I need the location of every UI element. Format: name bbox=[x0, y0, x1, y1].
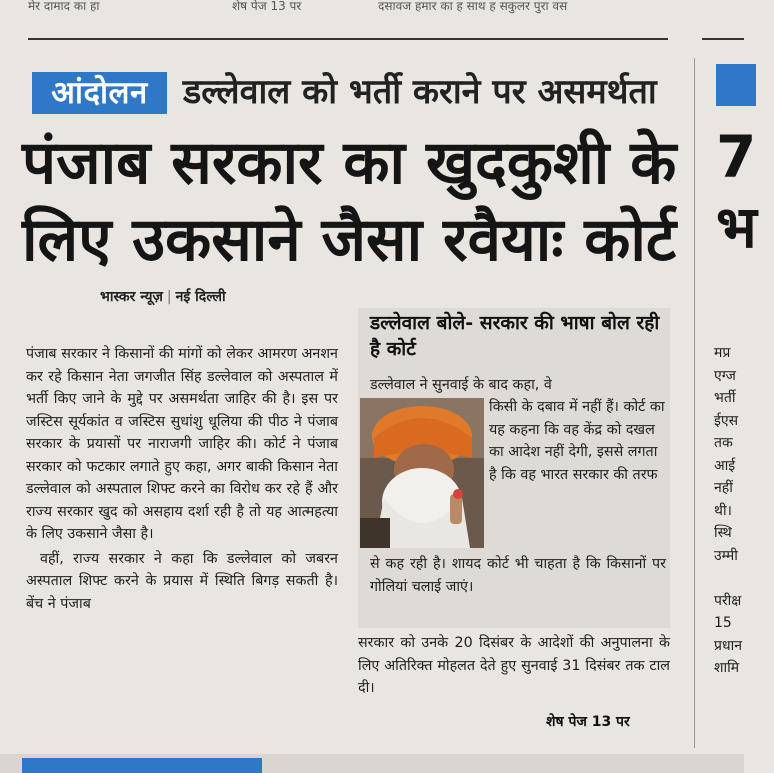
adjacent-article bbox=[712, 58, 757, 758]
body-paragraph-1: पंजाब सरकार ने किसानों की मांगों को लेकर आमरण अनशन कर रहे किसान नेता जगजीत सिंह डल्लेवाल को अस्पताल में भर्ती किए जाने के मुद्दे पर असमर्थता जाहिर की है। इस पर जस्टिस सूर्यकांत व जस्टिस सुधांशु धूलिया की पीठ ने पंजाब सरकार के प्रयासों पर नाराजगी जाहिर की। कोर्ट ने पंजाब सरकार को फटकार लगाते हुए कहा, अगर बाकी किसान नेता डल्लेवाल को अस्पताल शिफ्ट करने का विरोध कर रहे हैं और राज्य सरकार खुद को असहाय दर्शा रही है तो यह आत्महत्या के लिए उकसाने जैसा है। bbox=[26, 346, 338, 542]
adjacent-body-lines bbox=[714, 342, 774, 680]
dallewal-portrait-image bbox=[360, 398, 484, 548]
adjacent-body-line: थी। bbox=[714, 502, 732, 519]
adjacent-body-line: 15 bbox=[714, 615, 732, 631]
top-strip-mid: शेष पेज 13 पर bbox=[232, 0, 302, 13]
bottom-blue-band bbox=[22, 758, 262, 773]
adjacent-body-line: मप्र bbox=[714, 345, 731, 361]
adjacent-body-line: आई bbox=[714, 457, 736, 474]
bottom-strip bbox=[0, 754, 744, 773]
adjacent-body-line: नहीं bbox=[714, 480, 733, 496]
top-strip bbox=[0, 0, 744, 14]
kicker-label: आंदोलन bbox=[32, 72, 167, 114]
adjacent-body-line: परीक्ष bbox=[714, 592, 742, 609]
adjacent-body-line: उम्मी bbox=[714, 547, 738, 564]
continued-on-page: शेष पेज 13 पर bbox=[546, 714, 630, 730]
quote-bottom-text: से कह रही है। शायद कोर्ट भी चाहता है कि किसानों पर गोलियां चलाई जाएं। bbox=[370, 556, 666, 595]
byline-place: नई दिल्ली bbox=[175, 289, 226, 305]
body-paragraph-2: वहीं, राज्य सरकार ने कहा कि डल्लेवाल को जबरन अस्पताल शिफ्ट करने के प्रयास में स्थिति बिगड़ सकती है। बेंच ने पंजाब bbox=[26, 550, 338, 612]
adjacent-body-line: स्थि bbox=[714, 525, 732, 541]
top-strip-left: मेर दामाद का हा bbox=[28, 0, 100, 13]
top-rule bbox=[28, 38, 668, 40]
adjacent-headline-2: भ bbox=[716, 193, 757, 261]
adjacent-body-line: एग्ज bbox=[714, 367, 736, 384]
adjacent-body-line: ईएस bbox=[714, 412, 739, 429]
adjacent-headline bbox=[716, 122, 757, 262]
top-rule-right bbox=[702, 38, 744, 40]
dallewal-photo bbox=[360, 398, 484, 548]
body-paragraph-3: सरकार को उनके 20 दिसंबर के आदेशों की अनुपालना के लिए अतिरिक्त मोहलत देते हुए सुनवाई 31 दिसंबर तक टाल दी। bbox=[358, 635, 670, 696]
adjacent-body-line bbox=[714, 567, 774, 590]
adjacent-headline-1: 7 bbox=[716, 123, 757, 191]
adjacent-body-line: शामि bbox=[714, 660, 740, 676]
adjacent-body-line: प्रधान bbox=[714, 637, 742, 654]
quote-heading: डल्लेवाल बोले- सरकार की भाषा बोल रही है कोर्ट bbox=[370, 312, 660, 360]
byline: भास्कर न्यूज़ | नई दिल्ली bbox=[100, 289, 226, 305]
top-strip-right: दसावज हमार का ह साथ ह सकुलर पुरा वस bbox=[378, 0, 568, 13]
column-divider bbox=[694, 58, 695, 748]
adjacent-kicker-box bbox=[716, 64, 756, 106]
kicker-text: डल्लेवाल को भर्ती कराने पर असमर्थता bbox=[183, 72, 657, 112]
headline-line-1: पंजाब सरकार का खुदकुशी के bbox=[22, 128, 677, 198]
byline-agency: भास्कर न्यूज़ bbox=[100, 289, 163, 305]
adjacent-body-line: भर्ती bbox=[714, 390, 736, 406]
headline-line-2: लिए उकसाने जैसा रवैयाः कोर्ट bbox=[22, 205, 677, 275]
quote-intro: डल्लेवाल ने सुनवाई के बाद कहा, वे bbox=[370, 377, 552, 393]
quote-wrap-text: किसी के दबाव में नहीं हैं। कोर्ट का यह कहना कि वह केंद्र को दखल का आदेश नहीं देगी, इससे लगता है कि वह भारत सरकार की तरफ bbox=[489, 399, 665, 483]
article-body-left bbox=[26, 343, 338, 615]
adjacent-body-line: तक bbox=[714, 435, 733, 451]
